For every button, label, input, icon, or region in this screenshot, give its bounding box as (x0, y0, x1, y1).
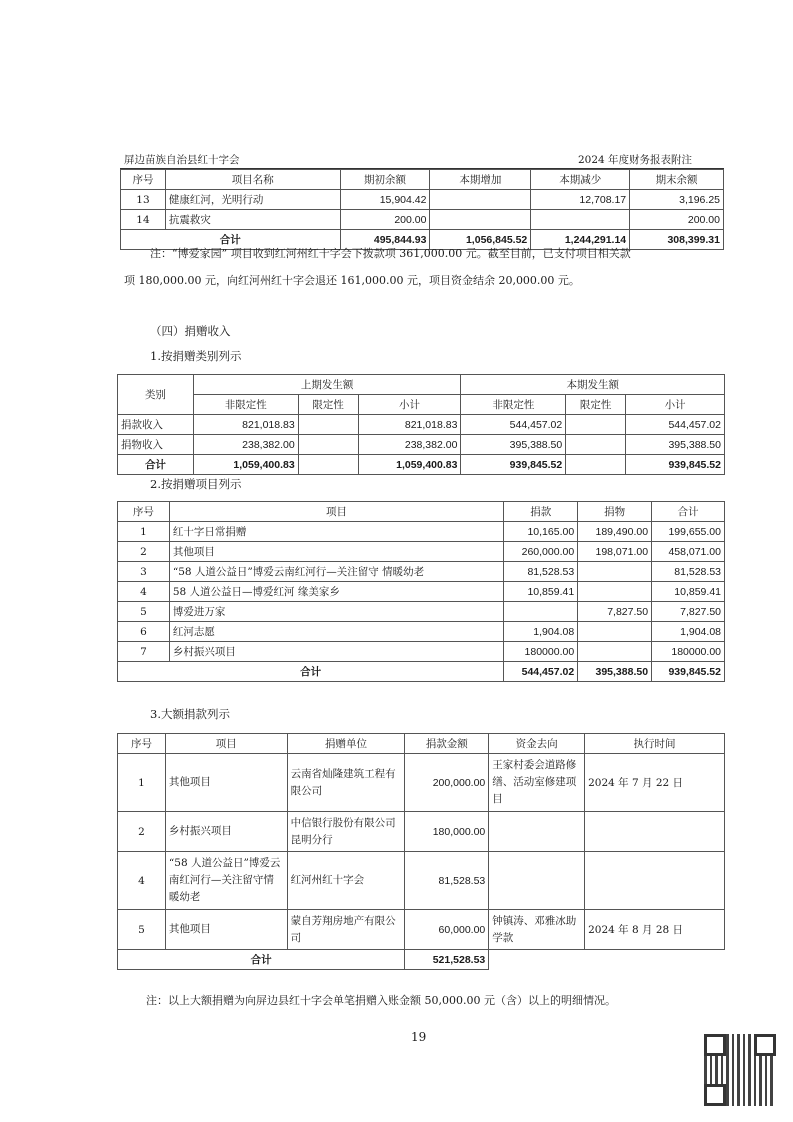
cell (566, 455, 626, 475)
cell: 捐款收入 (118, 415, 194, 435)
cell: 乡村振兴项目 (169, 642, 503, 662)
table-row (121, 190, 724, 210)
cell-total-label: 合计 (118, 950, 405, 970)
cell (566, 415, 626, 435)
col-header: 小计 (626, 395, 725, 415)
cell (430, 190, 531, 210)
cell: 钟镇涛、邓雅冰助学款 (489, 910, 585, 950)
col-header: 类别 (118, 375, 194, 415)
cell: 7,827.50 (652, 602, 725, 622)
col-header: 本期减少 (531, 170, 630, 190)
cell: 308,399.31 (630, 230, 724, 250)
cell (531, 210, 630, 230)
cell-total-label: 合计 (118, 455, 194, 475)
cell: 180000.00 (652, 642, 725, 662)
table-total-row (118, 662, 725, 682)
cell (489, 812, 585, 852)
col-header: 非限定性 (193, 395, 298, 415)
cell: 395,388.50 (626, 435, 725, 455)
cell: 2024 年 7 月 22 日 (585, 754, 725, 812)
cell (585, 812, 725, 852)
table-row (118, 522, 725, 542)
cell: 521,528.53 (405, 950, 489, 970)
section-heading: （四）捐赠收入 (150, 324, 231, 338)
cell: 其他项目 (165, 910, 287, 950)
table-row (118, 562, 725, 582)
cell: 198,071.00 (578, 542, 652, 562)
table-large-donations (117, 733, 725, 970)
cell: 1,244,291.14 (531, 230, 630, 250)
table-header-row (118, 395, 725, 415)
cell: 蒙自芳翔房地产有限公司 (287, 910, 405, 950)
col-header: 本期发生额 (461, 375, 725, 395)
table-total-row (118, 950, 725, 970)
table-row (118, 910, 725, 950)
cell: 10,859.41 (504, 582, 578, 602)
col-header: 捐款 (504, 502, 578, 522)
col-header: 捐赠单位 (287, 734, 405, 754)
col-header: 本期增加 (430, 170, 531, 190)
cell: 1,059,400.83 (358, 455, 461, 475)
table-row (118, 602, 725, 622)
cell: 抗震救灾 (165, 210, 340, 230)
col-header: 限定性 (298, 395, 358, 415)
cell: 200.00 (340, 210, 430, 230)
cell (298, 435, 358, 455)
cell: 4 (118, 852, 166, 910)
table-row (118, 852, 725, 910)
table-fund-balance (120, 169, 724, 250)
table-header-row (118, 502, 725, 522)
col-header: 项目名称 (165, 170, 340, 190)
cell: 544,457.02 (461, 415, 566, 435)
cell: 1,904.08 (504, 622, 578, 642)
cell: 395,388.50 (461, 435, 566, 455)
cell: 12,708.17 (531, 190, 630, 210)
col-header: 期初余额 (340, 170, 430, 190)
col-header: 捐物 (578, 502, 652, 522)
cell: 其他项目 (165, 754, 287, 812)
col-header: 项目 (165, 734, 287, 754)
cell: 495,844.93 (340, 230, 430, 250)
cell: 10,859.41 (652, 582, 725, 602)
col-header: 小计 (358, 395, 461, 415)
col-header: 捐款金额 (405, 734, 489, 754)
cell: 6 (118, 622, 170, 642)
cell: 云南省灿隆建筑工程有限公司 (287, 754, 405, 812)
col-header: 非限定性 (461, 395, 566, 415)
col-header: 序号 (121, 170, 166, 190)
cell: 3,196.25 (630, 190, 724, 210)
table-header-row (118, 375, 725, 395)
subsection-heading: 1.按捐赠类别列示 (150, 349, 242, 363)
cell: “58 人道公益日”博爱云南红河行—关注留守 情暖幼老 (169, 562, 503, 582)
table-row (118, 754, 725, 812)
cell: 189,490.00 (578, 522, 652, 542)
cell: 238,382.00 (193, 435, 298, 455)
cell: 健康红河，光明行动 (165, 190, 340, 210)
cell-total-label: 合计 (118, 662, 504, 682)
cell: 王家村委会道路修缮、活动室修建项目 (489, 754, 585, 812)
table-header-row (118, 734, 725, 754)
cell: 544,457.02 (504, 662, 578, 682)
cell-total-label: 合计 (121, 230, 341, 250)
cell: 395,388.50 (578, 662, 652, 682)
page-number: 19 (411, 1030, 427, 1044)
cell: 81,528.53 (652, 562, 725, 582)
cell: 5 (118, 602, 170, 622)
table-donation-project (117, 501, 725, 682)
cell: 14 (121, 210, 166, 230)
cell (298, 455, 358, 475)
cell: 其他项目 (169, 542, 503, 562)
cell: 544,457.02 (626, 415, 725, 435)
cell: 7 (118, 642, 170, 662)
cell (489, 852, 585, 910)
cell: 中信银行股份有限公司昆明分行 (287, 812, 405, 852)
col-header: 期末余额 (630, 170, 724, 190)
table-header-row (121, 170, 724, 190)
cell: 821,018.83 (358, 415, 461, 435)
cell: 58 人道公益日—博爱红河 缘美家乡 (169, 582, 503, 602)
cell: 红河州红十字会 (287, 852, 405, 910)
cell: 乡村振兴项目 (165, 812, 287, 852)
table-donation-category (117, 374, 725, 475)
table-row (118, 415, 725, 435)
table-row (118, 435, 725, 455)
cell: 458,071.00 (652, 542, 725, 562)
note-line: 项 180,000.00 元，向红河州红十字会退还 161,000.00 元，项目资金结余 20,000.00 元。 (124, 274, 580, 287)
cell: 红十字日常捐赠 (169, 522, 503, 542)
table-row (121, 210, 724, 230)
cell (504, 602, 578, 622)
cell: 939,845.52 (652, 662, 725, 682)
header-right: 2024 年度财务报表附注 (578, 154, 693, 166)
col-header: 上期发生额 (193, 375, 461, 395)
cell: 2 (118, 542, 170, 562)
cell: 180000.00 (504, 642, 578, 662)
cell: 60,000.00 (405, 910, 489, 950)
table-row (118, 582, 725, 602)
cell: 2024 年 8 月 28 日 (585, 910, 725, 950)
cell: 1 (118, 754, 166, 812)
table-row (118, 542, 725, 562)
cell: 3 (118, 562, 170, 582)
cell: 260,000.00 (504, 542, 578, 562)
cell: 捐物收入 (118, 435, 194, 455)
cell (566, 435, 626, 455)
cell (578, 562, 652, 582)
cell (585, 852, 725, 910)
table-row (118, 642, 725, 662)
table-row (118, 622, 725, 642)
cell: 200.00 (630, 210, 724, 230)
cell: 红河志愿 (169, 622, 503, 642)
note-line: 注：“博爱家园” 项目收到红河州红十字会下拨款项 361,000.00 元。截至目前，已支付项目相关款 (150, 247, 631, 260)
col-header: 序号 (118, 502, 170, 522)
cell (430, 210, 531, 230)
cell: 939,845.52 (626, 455, 725, 475)
cell: 15,904.42 (340, 190, 430, 210)
col-header: 执行时间 (585, 734, 725, 754)
col-header: 项目 (169, 502, 503, 522)
cell: 238,382.00 (358, 435, 461, 455)
col-header: 合计 (652, 502, 725, 522)
cell: 180,000.00 (405, 812, 489, 852)
qr-code-icon (704, 1034, 776, 1106)
cell: 4 (118, 582, 170, 602)
col-header: 资金去向 (489, 734, 585, 754)
table-total-row (118, 455, 725, 475)
cell: 10,165.00 (504, 522, 578, 542)
cell (578, 622, 652, 642)
header-left: 屏边苗族自治县红十字会 (124, 154, 240, 166)
cell (578, 582, 652, 602)
cell: 1 (118, 522, 170, 542)
cell: 821,018.83 (193, 415, 298, 435)
col-header: 序号 (118, 734, 166, 754)
cell: 博爱进万家 (169, 602, 503, 622)
table-row (118, 812, 725, 852)
cell: 5 (118, 910, 166, 950)
cell: 199,655.00 (652, 522, 725, 542)
note-line: 注：以上大额捐赠为向屏边县红十字会单笔捐赠入账金额 50,000.00 元（含）以上的明细情况。 (146, 994, 616, 1007)
cell: 2 (118, 812, 166, 852)
cell: 939,845.52 (461, 455, 566, 475)
cell: “58 人道公益日”博爱云南红河行—关注留守情暖幼老 (165, 852, 287, 910)
subsection-heading: 3.大额捐款列示 (150, 707, 230, 721)
subsection-heading: 2.按捐赠项目列示 (150, 477, 242, 491)
cell: 81,528.53 (504, 562, 578, 582)
cell (298, 415, 358, 435)
cell: 13 (121, 190, 166, 210)
col-header: 限定性 (566, 395, 626, 415)
cell: 81,528.53 (405, 852, 489, 910)
cell (578, 642, 652, 662)
cell: 7,827.50 (578, 602, 652, 622)
cell: 1,059,400.83 (193, 455, 298, 475)
cell-empty (489, 950, 725, 970)
cell: 1,904.08 (652, 622, 725, 642)
cell: 200,000.00 (405, 754, 489, 812)
cell: 1,056,845.52 (430, 230, 531, 250)
